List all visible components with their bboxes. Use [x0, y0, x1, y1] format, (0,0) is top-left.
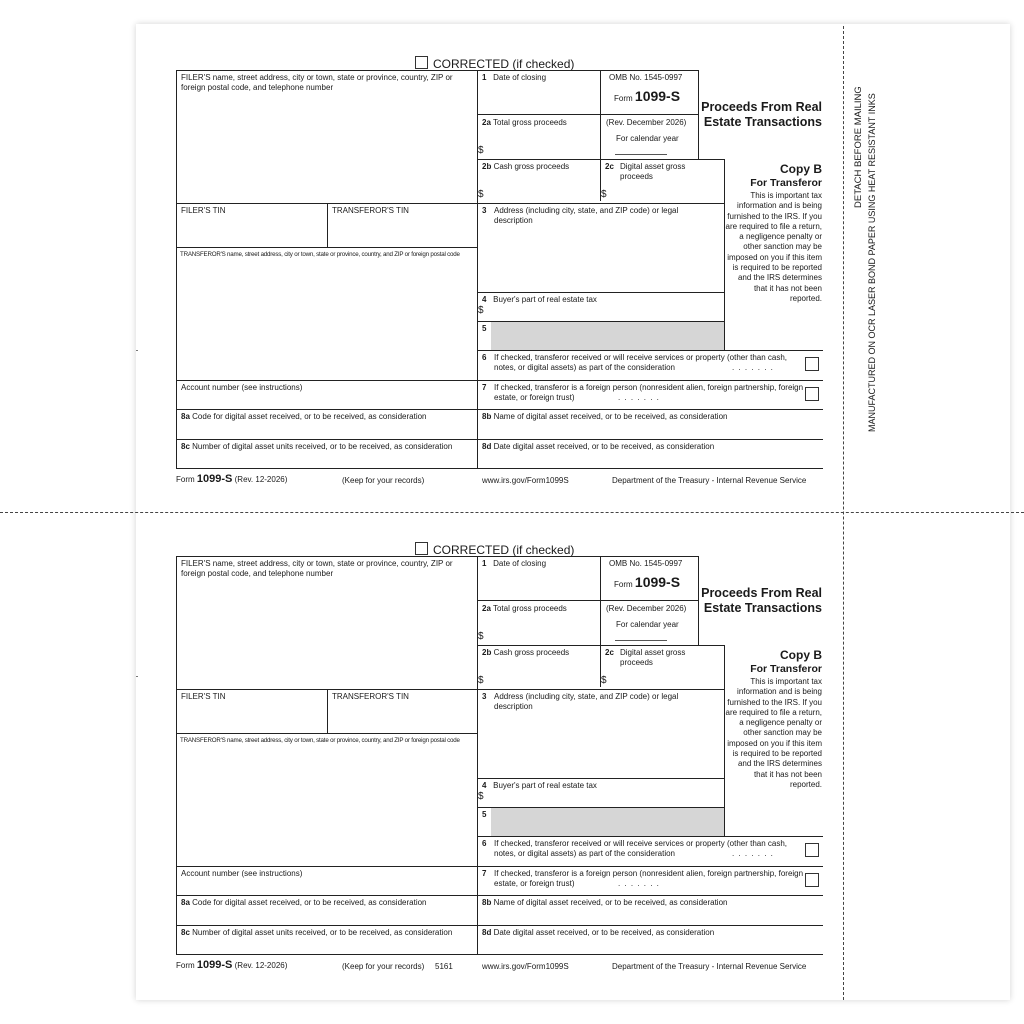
copy-b-label: Copy B: [780, 162, 822, 176]
filer-name-label: FILER'S name, street address, city or town, state or province, country, ZIP or foreign postal code, and telephone number: [181, 73, 453, 92]
footer-form-number: 1099-S: [196, 473, 233, 485]
treasury-dept: Department of the Treasury - Internal Revenue Service: [612, 962, 807, 971]
form-title-line1: Proceeds From Real: [701, 100, 822, 114]
transferor-tin-label: TRANSFEROR'S TIN: [332, 206, 409, 215]
box5-shaded: [491, 807, 724, 836]
copy-b-label: Copy B: [780, 648, 822, 662]
checkbox-icon[interactable]: [415, 542, 428, 555]
checkbox-icon[interactable]: [415, 56, 428, 69]
transferor-name-label: TRANSFEROR'S name, street address, city or town, state or province, country, and ZIP or foreign postal code: [180, 737, 460, 744]
account-number-label: Account number (see instructions): [181, 383, 303, 392]
box8d-label: Date digital asset received, or to be received, as consideration: [493, 442, 715, 451]
treasury-dept: Department of the Treasury - Internal Revenue Service: [612, 476, 807, 485]
box6-label: If checked, transferor received or will receive services or property (other than cash, notes, or digital assets) as part of the consideration: [494, 839, 788, 858]
box8b-label: Name of digital asset received, or to be received, as consideration: [493, 412, 728, 421]
detach-line-vertical: [843, 26, 844, 1000]
box7-checkbox[interactable]: [805, 873, 819, 887]
box6-checkbox[interactable]: [805, 843, 819, 857]
footer-form-number: 1099-S: [196, 959, 233, 971]
filer-tin-label: FILER'S TIN: [181, 206, 226, 215]
calendar-year-label: For calendar year: [616, 620, 679, 629]
transferor-name-label: TRANSFEROR'S name, street address, city or town, state or province, country, and ZIP or foreign postal code: [180, 251, 460, 258]
irs-url[interactable]: www.irs.gov/Form1099S: [482, 476, 569, 485]
omb-number: OMB No. 1545-0997: [609, 73, 683, 82]
revision-date: (Rev. December 2026): [606, 604, 687, 613]
keep-records-note: (Keep for your records): [342, 962, 425, 971]
form-number: 1099-S: [634, 574, 681, 590]
box4-label: Buyer's part of real estate tax: [493, 295, 597, 304]
corrected-checkbox[interactable]: [415, 542, 574, 557]
important-tax-note: This is important tax information and is being furnished to the IRS. If you are required to file a return, a negligence penalty or other sanction may be imposed on you if this item is required to be reported and the IRS determines that it has not been reported.: [725, 677, 822, 789]
box3-label: Address (including city, state, and ZIP code) or legal description: [494, 206, 679, 225]
filer-tin-label: FILER'S TIN: [181, 692, 226, 701]
box5-number: 5: [482, 324, 487, 333]
irs-url[interactable]: www.irs.gov/Form1099S: [482, 962, 569, 971]
transferor-tin-label: TRANSFEROR'S TIN: [332, 692, 409, 701]
manufactured-text: MANUFACTURED ON OCR LASER BOND PAPER USING HEAT RESISTANT INKS: [867, 93, 877, 432]
for-transferor-label: For Transferor: [750, 663, 822, 675]
box8c-label: Number of digital asset units received, or to be received, as consideration: [192, 928, 453, 937]
margin-tick: [136, 676, 138, 677]
box4-label: Buyer's part of real estate tax: [493, 781, 597, 790]
calendar-year-label: For calendar year: [616, 134, 679, 143]
form-title-line2: Estate Transactions: [703, 601, 822, 615]
box2b-label: Cash gross proceeds: [493, 162, 570, 171]
form-title-line2: Estate Transactions: [703, 115, 822, 129]
detach-line-horizontal: [0, 512, 1024, 513]
box1-label: Date of closing: [493, 559, 547, 568]
margin-tick: [136, 350, 138, 351]
corrected-checkbox[interactable]: [415, 56, 574, 71]
corrected-label: CORRECTED (if checked): [433, 57, 575, 71]
box7-label: If checked, transferor is a foreign person (nonresident alien, foreign partnership, foreign estate, or foreign trust): [494, 383, 804, 402]
form-title-line1: Proceeds From Real: [701, 586, 822, 600]
box8a-label: Code for digital asset received, or to be received, as consideration: [192, 898, 427, 907]
box8a-label: Code for digital asset received, or to be received, as consideration: [192, 412, 427, 421]
box2c-label: Digital asset gross proceeds: [620, 648, 686, 667]
box2c-label: Digital asset gross proceeds: [620, 162, 686, 181]
catalog-number: 5161: [435, 962, 453, 971]
for-transferor-label: For Transferor: [750, 177, 822, 189]
account-number-label: Account number (see instructions): [181, 869, 303, 878]
box1-label: Date of closing: [493, 73, 547, 82]
box8c-label: Number of digital asset units received, or to be received, as consideration: [192, 442, 453, 451]
omb-number: OMB No. 1545-0997: [609, 559, 683, 568]
box6-label: If checked, transferor received or will receive services or property (other than cash, notes, or digital assets) as part of the consideration: [494, 353, 788, 372]
keep-records-note: (Keep for your records): [342, 476, 425, 485]
box8d-label: Date digital asset received, or to be received, as consideration: [493, 928, 715, 937]
detach-text: DETACH BEFORE MAILING: [853, 86, 864, 208]
box7-label: If checked, transferor is a foreign person (nonresident alien, foreign partnership, foreign estate, or foreign trust): [494, 869, 804, 888]
box2a-label: Total gross proceeds: [492, 118, 567, 127]
box5-number: 5: [482, 810, 487, 819]
box8b-label: Name of digital asset received, or to be received, as consideration: [493, 898, 728, 907]
box6-checkbox[interactable]: [805, 357, 819, 371]
box2a-label: Total gross proceeds: [492, 604, 567, 613]
important-tax-note: This is important tax information and is being furnished to the IRS. If you are required to file a return, a negligence penalty or other sanction may be imposed on you if this item is required to be reported and the IRS determines that it has not been reported.: [725, 191, 822, 303]
form-number: 1099-S: [634, 88, 681, 104]
box2b-label: Cash gross proceeds: [493, 648, 570, 657]
corrected-label: CORRECTED (if checked): [433, 543, 575, 557]
revision-date: (Rev. December 2026): [606, 118, 687, 127]
box7-checkbox[interactable]: [805, 387, 819, 401]
box3-label: Address (including city, state, and ZIP code) or legal description: [494, 692, 679, 711]
filer-name-label: FILER'S name, street address, city or town, state or province, country, ZIP or foreign postal code, and telephone number: [181, 559, 453, 578]
box5-shaded: [491, 321, 724, 350]
